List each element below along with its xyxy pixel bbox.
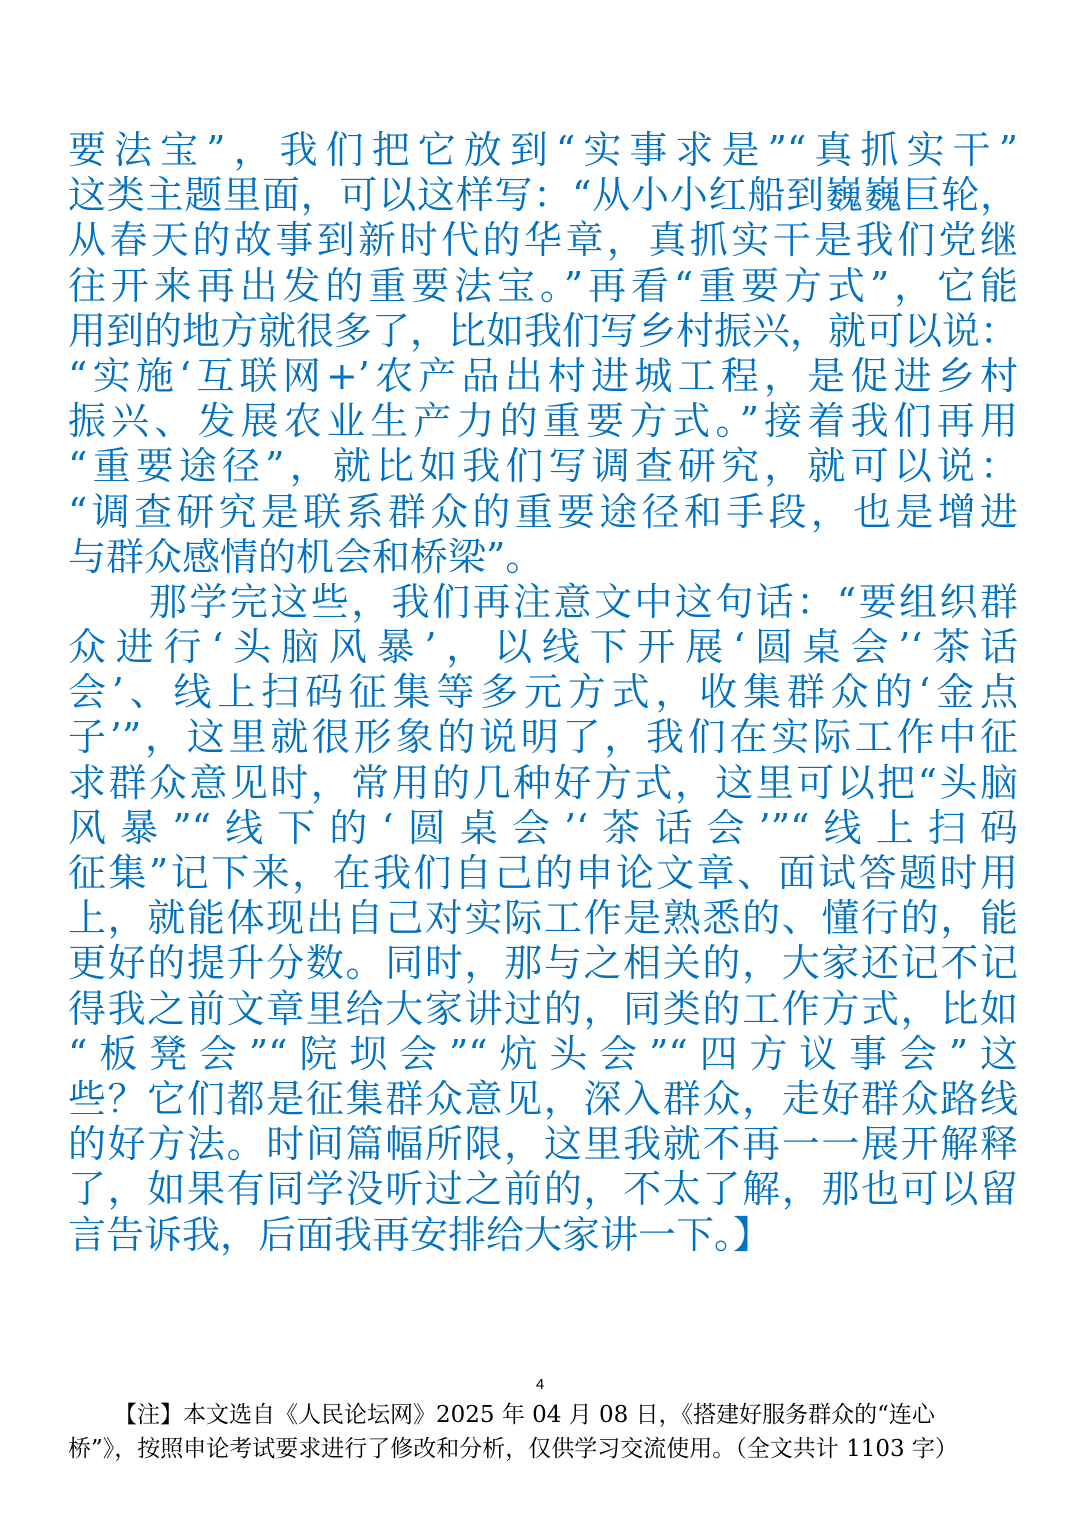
body-line: “调查研究是联系群众的重要途径和手段，也是增进: [68, 489, 1018, 534]
body-line: 更好的提升分数。同时，那与之相关的，大家还记不记: [68, 941, 1018, 986]
body-line: 从春天的故事到新时代的华章，真抓实干是我们党继: [68, 218, 1018, 263]
body-line: 求群众意见时，常用的几种好方式，这里可以把“头脑: [68, 760, 1018, 805]
source-note: [68, 1398, 1018, 1466]
body-line: “实施‘互联网+’农产品出村进城工程，是促进乡村: [68, 353, 1018, 398]
body-line: 众进行‘头脑风暴’，以线下开展‘圆桌会’‘茶话: [68, 625, 1018, 670]
body-line: 子’”，这里就很形象的说明了，我们在实际工作中征: [68, 715, 1018, 760]
body-line: 振兴、发展农业生产力的重要方式。”接着我们再用: [68, 399, 1018, 444]
body-line: 会’、线上扫码征集等多元方式，收集群众的‘金点: [68, 670, 1018, 715]
body-line: 些？它们都是征集群众意见，深入群众，走好群众路线: [68, 1076, 1018, 1121]
body-line: 言告诉我，后面我再安排给大家讲一下。】: [68, 1212, 772, 1257]
body-line: 得我之前文章里给大家讲过的，同类的工作方式，比如: [68, 986, 1018, 1031]
body-line: 上，就能体现出自己对实际工作是熟悉的、懂行的，能: [68, 896, 1018, 941]
article-body: [68, 128, 1018, 1258]
body-line: 征集”记下来，在我们自己的申论文章、面试答题时用: [68, 851, 1018, 895]
source-note-line: 【注】本文选自《人民论坛网》2025 年 04 月 08 日，《搭建好服务群众的“连心: [114, 1402, 935, 1428]
source-note-line: 桥”》，按照申论考试要求进行了修改和分析，仅供学习交流使用。（全文共计 1103 字）: [68, 1436, 958, 1462]
body-line: 要法宝”，我们把它放到“实事求是”“真抓实干”: [68, 128, 1018, 172]
body-line: “板凳会”“院坝会”“炕头会”“四方议事会”这: [68, 1031, 1018, 1076]
body-line: 了，如果有同学没听过之前的，不太了解，那也可以留: [68, 1167, 1018, 1212]
body-line: 与群众感情的机会和桥梁”。: [68, 534, 544, 579]
body-line: 这类主题里面，可以这样写：“从小小红船到巍巍巨轮，: [68, 173, 1018, 218]
body-line: 用到的地方就很多了，比如我们写乡村振兴，就可以说：: [68, 308, 1019, 353]
body-line: 那学完这些，我们再注意文中这句话：“要组织群: [68, 579, 1018, 624]
body-line: 往开来再出发的重要法宝。”再看“重要方式”，它能: [68, 263, 1018, 308]
body-line: “重要途径”，就比如我们写调查研究，就可以说：: [68, 444, 1018, 489]
body-line: 风暴”“线下的‘圆桌会’‘茶话会’”“线上扫码: [68, 805, 1018, 850]
body-line: 的好方法。时间篇幅所限，这里我就不再一一展开解释: [68, 1122, 1018, 1167]
page-number: 4: [535, 1376, 545, 1393]
